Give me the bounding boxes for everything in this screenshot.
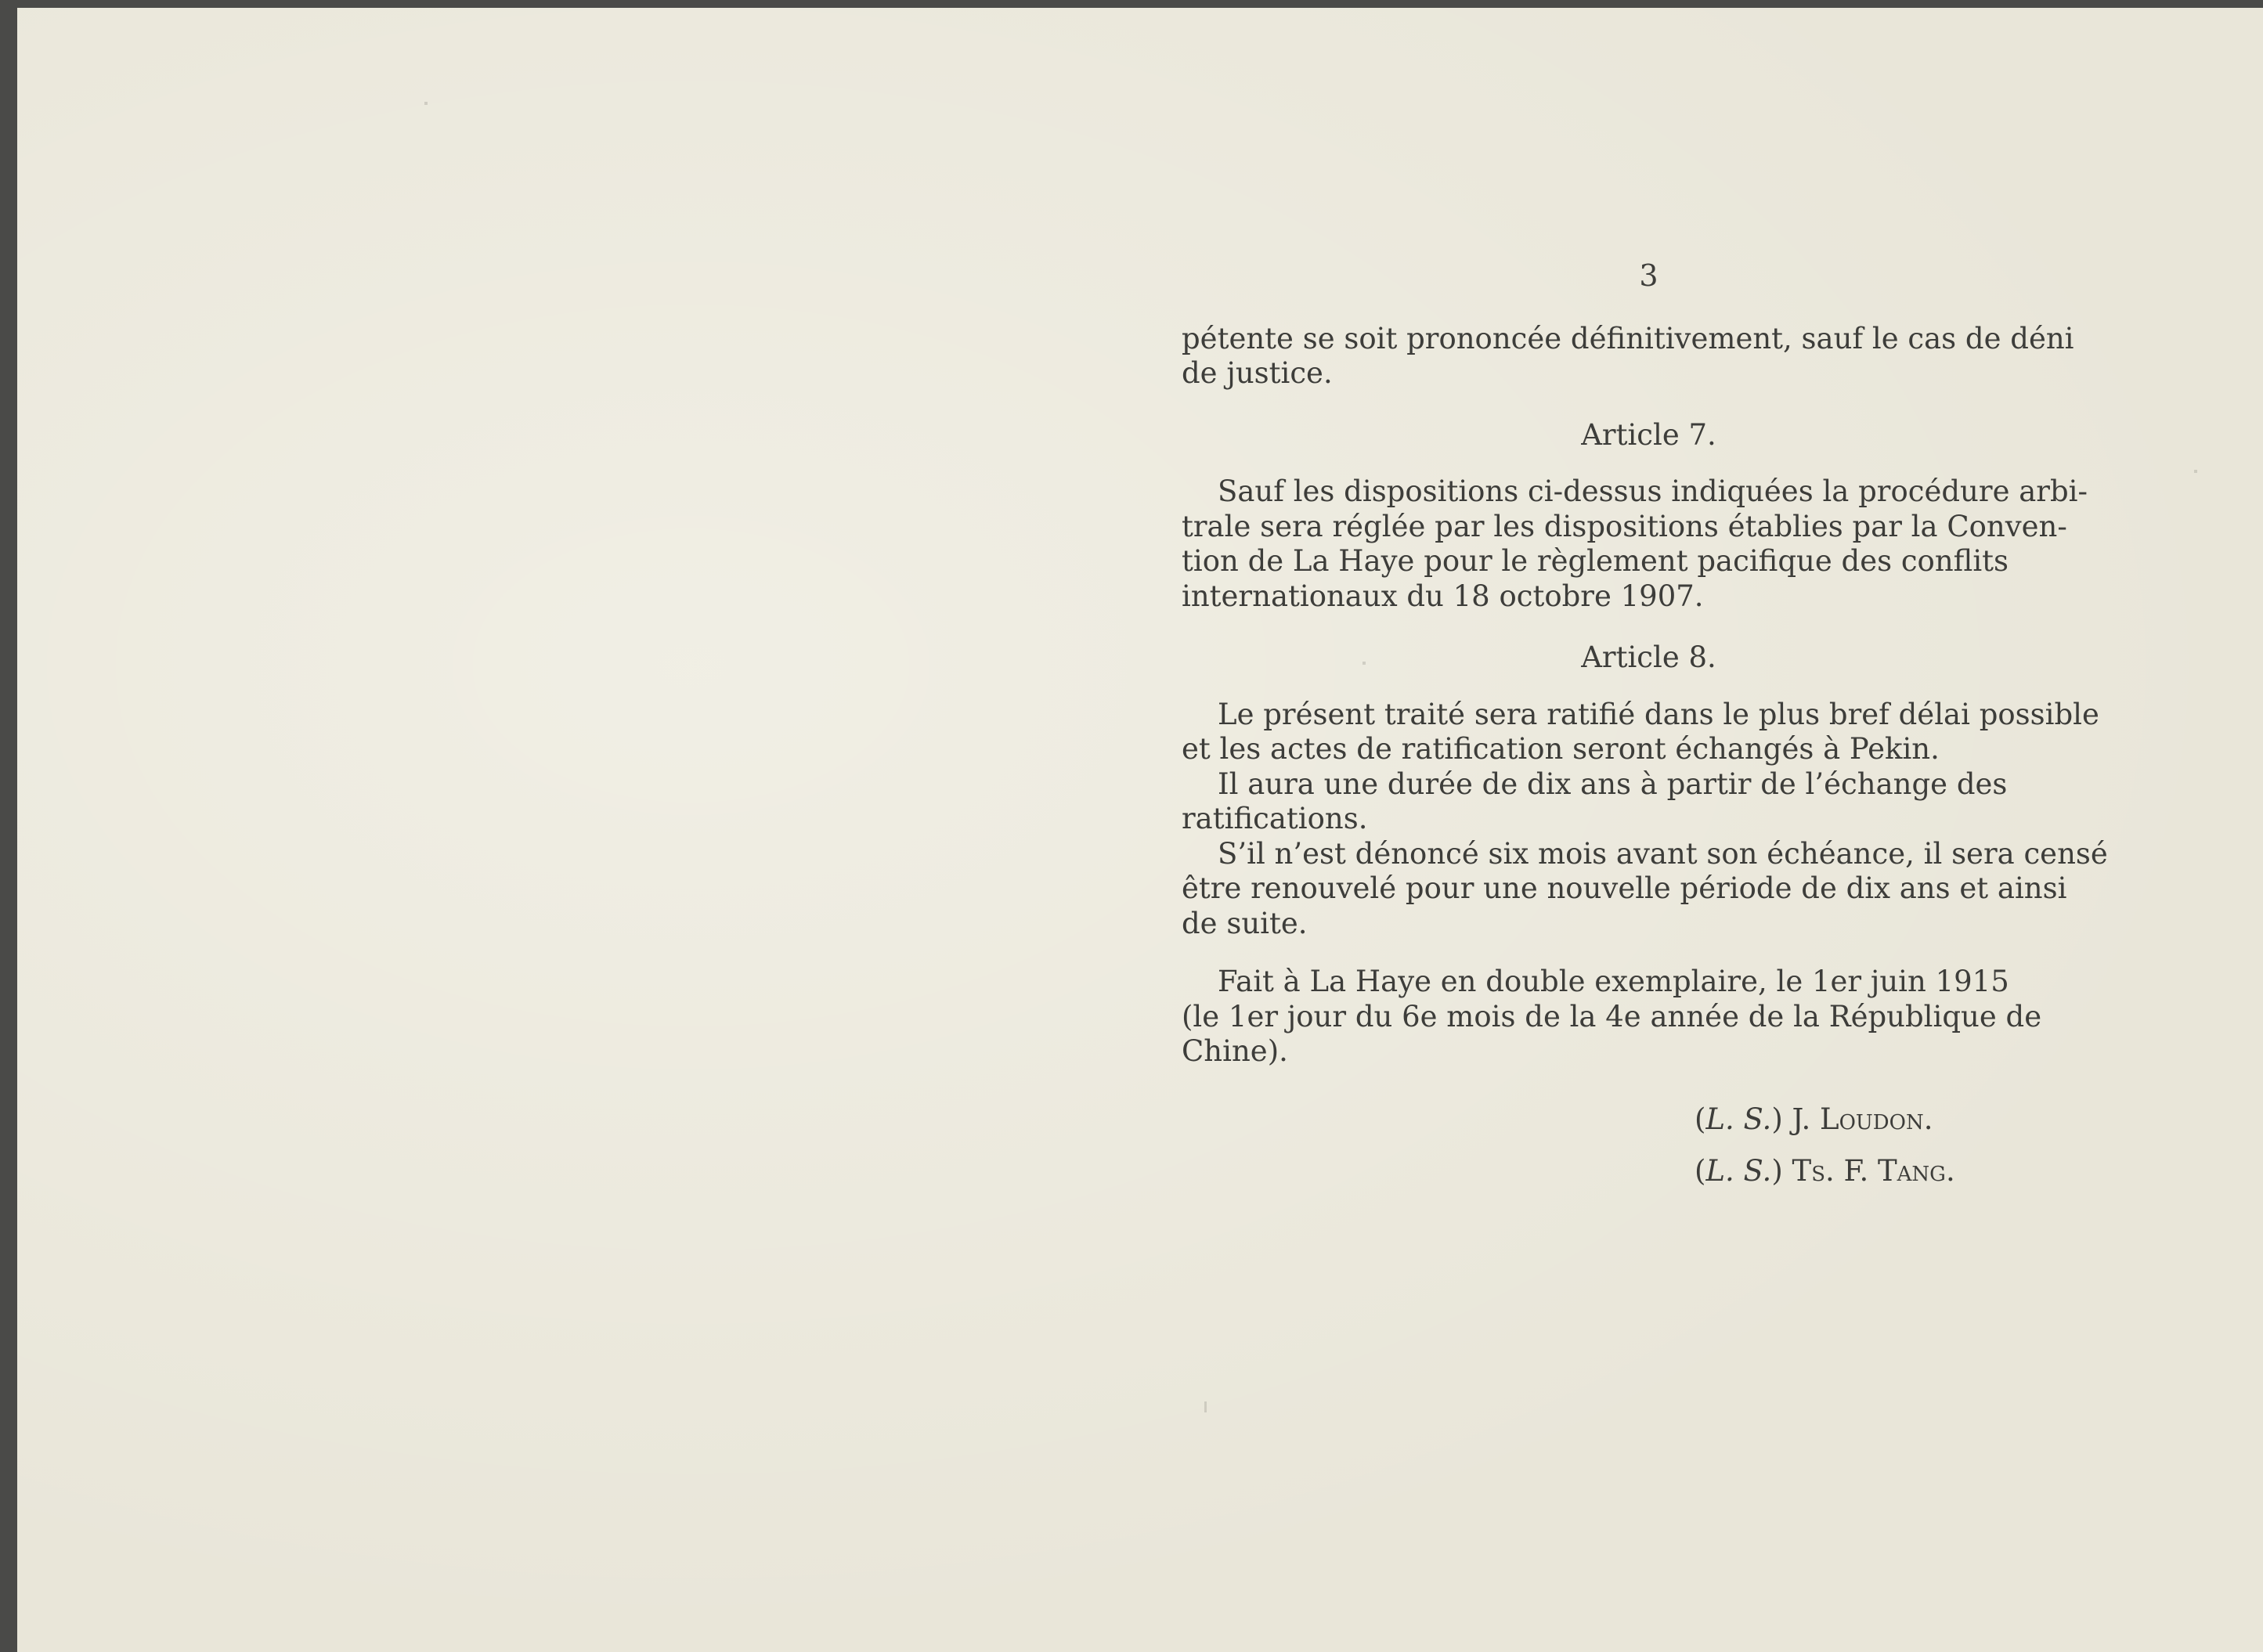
text-line: internationaux du 18 octobre 1907. bbox=[1182, 579, 1704, 613]
signature-loudon: (L. S.) J. Loudon. bbox=[1695, 1102, 1933, 1136]
text-line: Fait à La Haye en double exemplaire, le 1er juin 1915 bbox=[1218, 965, 2009, 998]
article-7-heading: Article 7. bbox=[1581, 417, 1716, 452]
text-line: Sauf les dispositions ci-dessus indiquées la procédure arbi- bbox=[1218, 474, 2088, 508]
paper-speck bbox=[2194, 470, 2197, 473]
document-page bbox=[17, 8, 2263, 1652]
article-8-paragraph-2 bbox=[1182, 767, 2116, 837]
text-line: tion de La Haye pour le règlement pacifique des conflits bbox=[1182, 544, 2009, 578]
article-8-paragraph-1 bbox=[1182, 698, 2116, 767]
text-line: (le 1er jour du 6e mois de la 4e année de la République de bbox=[1182, 999, 2042, 1033]
signature-block bbox=[1182, 1102, 2116, 1189]
text-line: et les actes de ratification seront échangés à Pekin. bbox=[1182, 732, 1940, 766]
article-8-paragraph-3 bbox=[1182, 837, 2116, 942]
signatory-name: Ts. F. Tang. bbox=[1792, 1154, 1955, 1188]
text-line: de suite. bbox=[1182, 906, 1308, 940]
seal-mark: L. S. bbox=[1705, 1154, 1772, 1188]
text-line: Le présent traité sera ratifié dans le plus bref délai possible bbox=[1218, 697, 2099, 731]
page-text-column bbox=[1182, 258, 2116, 1207]
seal-mark: L. S. bbox=[1705, 1102, 1772, 1136]
text-line: Chine). bbox=[1182, 1034, 1288, 1068]
signature-tang: (L. S.) Ts. F. Tang. bbox=[1695, 1154, 1955, 1188]
article-8-heading: Article 8. bbox=[1581, 640, 1716, 674]
text-line: pétente se soit prononcée définitivement, sauf le cas de déni bbox=[1182, 321, 2074, 355]
text-line: être renouvelé pour une nouvelle période de dix ans et ainsi bbox=[1182, 871, 2067, 905]
closing-paragraph bbox=[1182, 965, 2116, 1069]
text-line: Il aura une durée de dix ans à partir de l’échange des bbox=[1218, 766, 2008, 801]
text-line: S’il n’est dénoncé six mois avant son échéance, il sera censé bbox=[1218, 836, 2108, 871]
article-7-paragraph bbox=[1182, 474, 2116, 614]
paper-speck bbox=[1204, 1401, 1207, 1412]
text-line: ratifications. bbox=[1182, 802, 1368, 835]
signatory-name: J. Loudon. bbox=[1792, 1102, 1933, 1136]
continuation-paragraph bbox=[1182, 322, 2116, 391]
text-line: de justice. bbox=[1182, 356, 1333, 390]
paper-speck bbox=[424, 102, 428, 105]
page-number: 3 bbox=[1639, 258, 1658, 293]
text-line: trale sera réglée par les dispositions établies par la Conven- bbox=[1182, 509, 2067, 543]
